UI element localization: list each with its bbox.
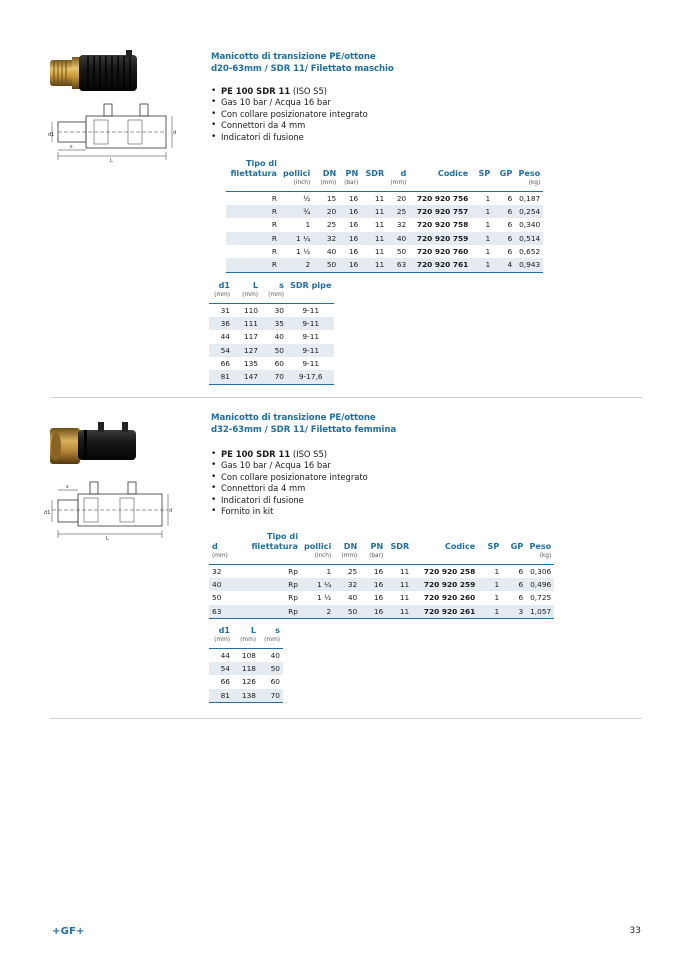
feature-item — [211, 483, 368, 494]
section-divider — [50, 718, 642, 719]
table-cell: 60 — [270, 677, 280, 687]
table-cell: 32 — [313, 232, 339, 245]
table-cell: 720 920 760 — [416, 246, 469, 256]
drawing-label-L: L — [110, 158, 113, 164]
table-cell: 720 920 759 — [409, 232, 471, 245]
page-number: 33 — [629, 926, 641, 936]
column-header: SP — [487, 541, 500, 551]
table-cell: R — [271, 193, 277, 203]
column-header: SDR pipe — [290, 280, 332, 290]
unit-label — [478, 551, 502, 564]
table-cell: 81 — [209, 370, 233, 384]
column-header: d1 — [218, 625, 230, 635]
table-cell: 138 — [233, 689, 259, 703]
unit-label — [409, 178, 471, 191]
table-row — [226, 245, 543, 258]
table-cell: 1 ½ — [317, 593, 332, 603]
feature-item — [211, 86, 368, 97]
table-cell: 11 — [361, 232, 387, 245]
unit-label: (bar) — [360, 551, 386, 564]
table-cell: 40 — [326, 246, 337, 256]
column-header — [226, 158, 280, 178]
table-cell: 36 — [209, 317, 233, 330]
drawing2-label-L: L — [106, 536, 109, 540]
unit-label: (bar) — [339, 178, 361, 191]
column-header: pollici — [283, 168, 311, 178]
table-cell: 40 — [347, 593, 358, 603]
table-cell: Rp — [239, 605, 301, 619]
table-cell: Rp — [239, 578, 301, 591]
table-row — [226, 191, 543, 205]
column-header: PN — [345, 168, 359, 178]
table-row — [209, 662, 283, 675]
unit-label: (mm) — [209, 551, 239, 564]
feature-text: (ISO S5) — [290, 449, 328, 459]
table-cell: 126 — [241, 677, 256, 687]
table-cell: 1 ½ — [296, 246, 311, 256]
table-cell: 16 — [360, 578, 386, 591]
unit-label: (inch) — [280, 178, 313, 191]
table-cell: 127 — [233, 344, 261, 357]
table-cell: 3 — [502, 605, 526, 619]
spec-table-female — [209, 531, 554, 619]
table-cell: 11 — [361, 258, 387, 272]
unit-label — [502, 551, 526, 564]
table-cell: 40 — [270, 650, 280, 660]
table-cell: 16 — [373, 593, 384, 603]
table-cell: 1 ¼ — [280, 232, 313, 245]
header-line: filettatura — [251, 541, 298, 551]
unit-label: (mm) — [261, 290, 287, 303]
drawing-label-d: d — [173, 130, 177, 136]
unit-label — [471, 178, 493, 191]
table-cell: 54 — [209, 662, 233, 675]
table-cell: 108 — [241, 650, 256, 660]
table-cell: 50 — [396, 246, 407, 256]
feature-item — [211, 109, 368, 120]
unit-label: (mm) — [387, 178, 409, 191]
unit-label — [412, 551, 478, 564]
unit-label — [386, 551, 412, 564]
table-row — [226, 218, 543, 231]
header-line: filettatura — [230, 168, 277, 178]
table-units-row — [209, 635, 283, 648]
table-cell: 135 — [243, 358, 258, 368]
table-cell: 44 — [220, 650, 230, 660]
table-cell: 20 — [313, 205, 339, 218]
table-cell: 0,254 — [515, 205, 543, 218]
table-cell: 111 — [233, 317, 261, 330]
table-row — [209, 689, 283, 703]
table-row — [226, 205, 543, 218]
unit-label: (mm) — [209, 635, 233, 648]
column-header: L — [252, 280, 258, 290]
table-cell: 35 — [261, 317, 287, 330]
feature-item — [211, 120, 368, 131]
table-cell: 0,725 — [530, 593, 552, 603]
header-line: Tipo di — [245, 158, 277, 168]
table-cell: 11 — [399, 566, 410, 576]
column-header: d — [212, 541, 218, 551]
table-row — [209, 675, 283, 688]
column-header: pollici — [304, 541, 332, 551]
table-cell: 1 — [485, 220, 491, 230]
table-cell: 1 — [471, 232, 493, 245]
unit-label — [361, 178, 387, 191]
table-cell: 9-11 — [302, 305, 320, 315]
table-cell: 66 — [220, 677, 230, 687]
table-cell: 118 — [233, 662, 259, 675]
column-header: Peso — [529, 541, 552, 551]
table-cell: 16 — [373, 566, 384, 576]
title-line-2: d32-63mm / SDR 11/ Filettato femmina — [211, 424, 397, 435]
table-cell: 11 — [374, 246, 385, 256]
table-cell: ¾ — [280, 205, 313, 218]
table-cell: 0,306 — [530, 566, 552, 576]
table-cell: 1 ¼ — [301, 578, 334, 591]
feature-bold: PE 100 SDR 11 — [221, 86, 291, 96]
column-header: GP — [499, 168, 513, 178]
table-cell: 11 — [399, 593, 410, 603]
table-cell: 720 920 756 — [416, 193, 469, 203]
unit-label: (mm) — [313, 178, 339, 191]
table-cell: 9-11 — [287, 344, 334, 357]
table-row — [209, 303, 334, 317]
drawing2-label-d1: d1 — [44, 510, 51, 516]
column-header: Peso — [518, 168, 541, 178]
table-cell: 16 — [348, 193, 359, 203]
product-photo-female — [48, 418, 140, 470]
dimension-table-female — [209, 625, 283, 703]
table-cell: 2 — [301, 605, 334, 619]
table-cell: 6 — [507, 193, 513, 203]
section-title-female — [211, 413, 396, 436]
table-cell: 11 — [374, 193, 385, 203]
table-row — [209, 578, 554, 591]
column-header: GP — [510, 541, 524, 551]
table-cell: ½ — [303, 193, 311, 203]
table-cell: 6 — [507, 246, 513, 256]
table-cell: 81 — [209, 689, 233, 703]
column-header: DN — [322, 168, 337, 178]
feature-bold: PE 100 SDR 11 — [221, 449, 291, 459]
table-cell: 50 — [313, 258, 339, 272]
table-row — [226, 258, 543, 272]
table-cell: 63 — [209, 605, 239, 619]
table-header-row — [209, 625, 283, 635]
table-cell: 66 — [220, 358, 230, 368]
gf-logo: +GF+ — [52, 926, 85, 937]
table-cell: 25 — [347, 566, 358, 576]
unit-label: (mm) — [233, 635, 259, 648]
table-cell: 70 — [261, 370, 287, 384]
table-cell: R — [226, 258, 280, 272]
table-cell: Rp — [288, 566, 298, 576]
feature-text: Indicatori di fusione — [221, 131, 304, 142]
table-cell: 720 920 260 — [423, 593, 476, 603]
column-header — [239, 531, 301, 551]
table-cell: 720 920 758 — [416, 220, 469, 230]
unit-label: (kg) — [526, 551, 554, 564]
table-row — [209, 564, 554, 578]
table-cell: 16 — [339, 205, 361, 218]
table-cell: 4 — [493, 258, 515, 272]
product-section-male — [0, 0, 678, 398]
table-cell: 60 — [274, 358, 284, 368]
table-cell: 0,496 — [526, 578, 554, 591]
table-units-row — [209, 551, 554, 564]
table-cell: Rp — [288, 593, 298, 603]
table-header-row — [209, 280, 334, 290]
table-cell: 720 920 261 — [412, 605, 478, 619]
feature-item — [211, 460, 368, 471]
product-section-female — [0, 398, 678, 720]
table-cell: 32 — [396, 220, 407, 230]
table-cell: 11 — [374, 220, 385, 230]
column-header: d1 — [218, 280, 230, 290]
table-cell: 0,652 — [519, 246, 541, 256]
table-row — [209, 344, 334, 357]
table-cell: 50 — [212, 593, 222, 603]
table-cell: 720 920 259 — [412, 578, 478, 591]
unit-label — [493, 178, 515, 191]
feature-list-male — [211, 86, 368, 143]
column-header: SDR — [365, 168, 385, 178]
table-row — [209, 370, 334, 384]
table-cell: 63 — [387, 258, 409, 272]
table-cell: 16 — [339, 258, 361, 272]
table-cell: 1 — [478, 578, 502, 591]
table-cell: 11 — [361, 205, 387, 218]
table-cell: 1 — [305, 220, 311, 230]
dimension-table-male — [209, 280, 334, 385]
table-units-row — [209, 290, 334, 303]
table-cell: 6 — [518, 593, 524, 603]
feature-text: Con collare posizionatore integrato — [221, 108, 368, 119]
table-cell: 1 — [485, 193, 491, 203]
product-photo-male — [48, 50, 140, 94]
feature-text: Connettori da 4 mm — [221, 483, 306, 494]
table-cell: 0,187 — [519, 193, 541, 203]
unit-label — [239, 551, 301, 564]
table-cell: 9-11 — [302, 358, 320, 368]
table-cell: 40 — [209, 578, 239, 591]
title-line-2: d20-63mm / SDR 11/ Filettato maschio — [211, 63, 394, 74]
table-cell: 25 — [387, 205, 409, 218]
drawing2-label-s: s — [66, 484, 69, 490]
unit-label: (mm) — [233, 290, 261, 303]
technical-drawing-male — [48, 98, 178, 164]
table-cell: 6 — [518, 566, 524, 576]
feature-text: (ISO S5) — [290, 86, 328, 96]
feature-text: Con collare posizionatore integrato — [221, 471, 368, 482]
table-cell: 720 920 757 — [409, 205, 471, 218]
spec-table-male — [226, 158, 543, 273]
feature-item — [211, 472, 368, 483]
table-cell: 16 — [339, 232, 361, 245]
table-cell: 1 — [471, 258, 493, 272]
unit-label: (kg) — [515, 178, 543, 191]
table-row — [209, 330, 334, 343]
table-cell: 147 — [233, 370, 261, 384]
table-cell: 6 — [502, 578, 526, 591]
technical-drawing-female — [44, 478, 174, 540]
column-header: Codice — [437, 168, 469, 178]
table-cell: 16 — [360, 605, 386, 619]
feature-item — [211, 132, 368, 143]
unit-label: (inch) — [301, 551, 334, 564]
column-header: Codice — [444, 541, 476, 551]
table-cell: 11 — [386, 578, 412, 591]
table-cell: 6 — [507, 220, 513, 230]
table-cell: 40 — [387, 232, 409, 245]
unit-label — [226, 178, 280, 191]
table-cell: 1 — [485, 246, 491, 256]
table-cell: 1 — [326, 566, 332, 576]
feature-item — [211, 449, 368, 460]
table-cell: R — [226, 205, 280, 218]
column-header: SP — [478, 168, 491, 178]
table-cell: 50 — [259, 662, 283, 675]
drawing2-label-d: d — [169, 508, 173, 514]
table-cell: 30 — [274, 305, 284, 315]
table-cell: 6 — [493, 232, 515, 245]
feature-text: Fornito in kit — [221, 506, 274, 517]
column-header: PN — [370, 541, 384, 551]
unit-label — [287, 290, 334, 303]
column-header: DN — [343, 541, 358, 551]
table-row — [226, 232, 543, 245]
table-cell: R — [226, 232, 280, 245]
table-cell: 0,514 — [515, 232, 543, 245]
table-cell: 54 — [209, 344, 233, 357]
table-units-row — [226, 178, 543, 191]
table-cell: 1,057 — [526, 605, 554, 619]
table-cell: 6 — [493, 205, 515, 218]
feature-text: Indicatori di fusione — [221, 494, 304, 505]
table-cell: 11 — [386, 605, 412, 619]
feature-item — [211, 97, 368, 108]
table-cell: R — [271, 220, 277, 230]
column-header: L — [250, 625, 256, 635]
table-cell: 1 — [494, 566, 500, 576]
table-cell: 70 — [259, 689, 283, 703]
drawing-label-d1: d1 — [48, 132, 55, 138]
table-cell: 16 — [348, 220, 359, 230]
table-cell: 0,340 — [519, 220, 541, 230]
table-row — [209, 605, 554, 619]
column-header: s — [279, 280, 284, 290]
table-cell: 720 920 761 — [409, 258, 471, 272]
feature-item — [211, 506, 368, 517]
unit-label: (mm) — [209, 290, 233, 303]
table-cell: 15 — [326, 193, 337, 203]
table-cell: 9-17,6 — [287, 370, 334, 384]
table-cell: 1 — [471, 205, 493, 218]
unit-label: (mm) — [334, 551, 360, 564]
header-line: Tipo di — [266, 531, 298, 541]
column-header: s — [275, 625, 280, 635]
table-cell: 32 — [212, 566, 222, 576]
table-header-row — [209, 531, 554, 551]
feature-text: Gas 10 bar / Acqua 16 bar — [221, 460, 331, 471]
feature-text: Gas 10 bar / Acqua 16 bar — [221, 97, 331, 108]
table-cell: 110 — [243, 305, 258, 315]
table-cell: 31 — [220, 305, 230, 315]
table-cell: 9-11 — [302, 332, 320, 342]
drawing-label-s: s — [70, 144, 73, 150]
unit-label: (mm) — [259, 635, 283, 648]
table-cell: 9-11 — [287, 317, 334, 330]
table-cell: 2 — [280, 258, 313, 272]
table-cell: 44 — [220, 332, 230, 342]
table-row — [209, 357, 334, 370]
section-title-male — [211, 52, 394, 75]
column-header: d — [400, 168, 407, 178]
table-cell: R — [271, 246, 277, 256]
table-row — [209, 591, 554, 604]
table-cell: 16 — [348, 246, 359, 256]
table-cell: 1 — [494, 593, 500, 603]
table-header-row — [226, 158, 543, 178]
title-line-1: Manicotto di transizione PE/ottone — [211, 52, 376, 62]
table-row — [209, 648, 283, 662]
table-cell: 20 — [396, 193, 407, 203]
feature-item — [211, 495, 368, 506]
column-header: SDR — [390, 541, 410, 551]
table-cell: 117 — [243, 332, 258, 342]
table-cell: 0,943 — [515, 258, 543, 272]
feature-list-female — [211, 449, 368, 517]
feature-text: Connettori da 4 mm — [221, 120, 306, 131]
table-cell: 50 — [334, 605, 360, 619]
title-line-1: Manicotto di transizione PE/ottone — [211, 413, 376, 423]
table-cell: 50 — [261, 344, 287, 357]
table-cell: 25 — [326, 220, 337, 230]
table-cell: 40 — [274, 332, 284, 342]
table-cell: 1 — [478, 605, 502, 619]
table-cell: 720 920 258 — [423, 566, 476, 576]
table-cell: 32 — [334, 578, 360, 591]
table-row — [209, 317, 334, 330]
